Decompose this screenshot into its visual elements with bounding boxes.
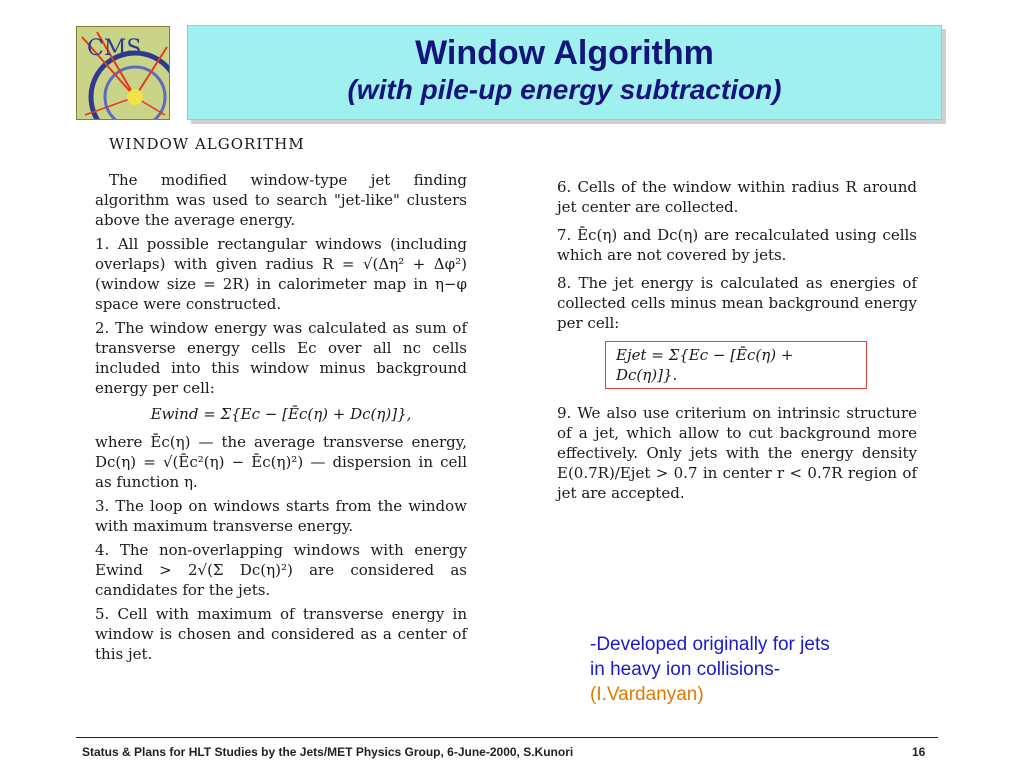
cms-logo-text: CMS bbox=[87, 36, 142, 61]
footer-divider bbox=[76, 737, 938, 738]
cms-logo bbox=[76, 26, 170, 120]
paragraph-step-5: 5. Cell with maximum of transverse energy in window is chosen and considered as a center of this jet. bbox=[95, 605, 467, 663]
paragraph-step-2-where: where Ēc(η) — the average transverse energy, Dc(η) = √(Ēc²(η) − Ēc(η)²) — dispersion in cell as function η. bbox=[95, 433, 467, 491]
right-column bbox=[557, 177, 917, 511]
footer-text: Status & Plans for HLT Studies by the Jets/MET Physics Group, 6-June-2000, S.Kunori bbox=[82, 745, 574, 759]
paragraph-step-9: 9. We also use criterium on intrinsic structure of a jet, which allow to cut background more effectively. Only jets with the energy density E(0.7R)/Ejet > 0.7 in center r < 0.7R region of jet are accepted. bbox=[557, 404, 917, 502]
paragraph-step-8: 8. The jet energy is calculated as energies of collected cells minus mean background energy per cell: bbox=[557, 274, 917, 332]
note-line-2: in heavy ion collisions- bbox=[590, 659, 781, 680]
note-line-1: -Developed originally for jets bbox=[590, 634, 830, 655]
note-author: (I.Vardanyan) bbox=[590, 684, 704, 705]
slide-title: Window Algorithm bbox=[415, 34, 714, 72]
paragraph-step-3: 3. The loop on windows starts from the window with maximum transverse energy. bbox=[95, 497, 467, 535]
paragraph-step-6: 6. Cells of the window within radius R around jet center are collected. bbox=[557, 178, 917, 216]
title-box bbox=[187, 25, 942, 120]
slide-subtitle: (with pile-up energy subtraction) bbox=[347, 74, 782, 105]
page-number: 16 bbox=[912, 745, 926, 759]
paragraph-step-7: 7. Ēc(η) and Dc(η) are recalculated using cells which are not covered by jets. bbox=[557, 226, 917, 264]
paragraph-step-2: 2. The window energy was calculated as sum of transverse energy cells Ec over all nc cells included into this window minus background energy per cell: bbox=[95, 319, 467, 397]
section-heading: WINDOW ALGORITHM bbox=[109, 135, 305, 153]
origin-note bbox=[590, 632, 920, 707]
left-column bbox=[95, 134, 467, 668]
formula-jet-energy-highlight: Ejet = Σ{Ec − [Ēc(η) + Dc(η)]}. bbox=[605, 341, 867, 389]
paragraph-step-1: 1. All possible rectangular windows (including overlaps) with given radius R = √(Δη² + Δφ²) (window size = 2R) in calorimeter map in η−φ space were constructed. bbox=[95, 235, 467, 313]
paragraph-step-4: 4. The non-overlapping windows with energy Ewind > 2√(Σ Dc(η)²) are considered as candidates for the jets. bbox=[95, 541, 467, 599]
paragraph-intro: The modified window-type jet finding algorithm was used to search "jet-like" clusters above the average energy. bbox=[95, 171, 467, 229]
formula-wind-energy: Ewind = Σ{Ec − [Ēc(η) + Dc(η)]}, bbox=[150, 405, 412, 423]
cms-logo-graphic bbox=[77, 27, 169, 119]
